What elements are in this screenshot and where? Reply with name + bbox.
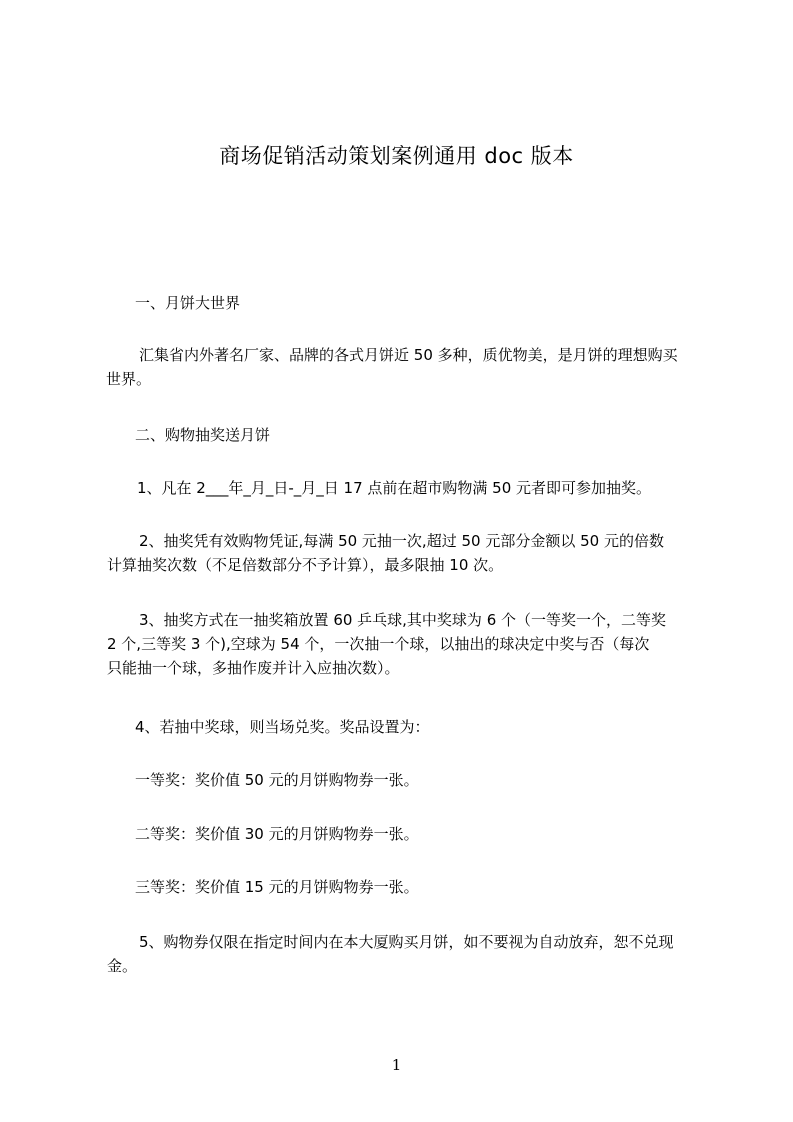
paragraph-line: 金。	[107, 957, 138, 975]
paragraph-mooncake-world	[107, 343, 710, 391]
paragraph-line: 二、购物抽奖送月饼	[135, 426, 271, 444]
paragraph-line: 一等奖：奖价值 50 元的月饼购物券一张。	[135, 771, 419, 789]
paragraph-line: 3、抽奖方式在一抽奖箱放置 60 乒乓球,其中奖球为 6 个（一等奖一个，二等奖	[139, 611, 667, 629]
paragraph-line: 一、月饼大世界	[135, 294, 241, 312]
prize-third	[107, 875, 738, 899]
rule-item-5	[107, 930, 710, 978]
document-title: 商场促销活动策划案例通用 doc 版本	[219, 144, 574, 168]
page-number: 1	[391, 1056, 402, 1074]
rule-item-1	[107, 476, 740, 500]
prize-second	[107, 822, 738, 846]
paragraph-line: 2 个,三等奖 3 个),空球为 54 个，一次抽一个球，以抽出的球决定中奖与否（每次	[107, 635, 650, 653]
paragraph-line: 4、若抽中奖球，则当场兑奖。奖品设置为：	[135, 718, 430, 736]
rule-item-3	[107, 608, 710, 680]
paragraph-line: 2、抽奖凭有效购物凭证,每满 50 元抽一次,超过 50 元部分金额以 50 元的倍数	[139, 532, 664, 550]
paragraph-line: 世界。	[106, 370, 152, 388]
paragraph-line: 计算抽奖次数（不足倍数部分不予计算），最多限抽 10 次。	[107, 556, 504, 574]
paragraph-line: 1、凡在 2___年_月_日-_月_日 17 点前在超市购物满 50 元者即可参加抽奖。	[137, 479, 652, 497]
paragraph-line: 5、购物券仅限在指定时间内在本大厦购买月饼，如不要视为自动放弃，恕不兑现	[139, 933, 674, 951]
rule-item-2	[107, 529, 710, 577]
prize-first	[107, 768, 738, 792]
section-heading-1	[107, 291, 738, 315]
rule-item-4	[107, 715, 738, 739]
paragraph-line: 二等奖：奖价值 30 元的月饼购物券一张。	[135, 825, 419, 843]
section-heading-2	[107, 423, 738, 447]
paragraph-line: 只能抽一个球，多抽作废并计入应抽次数）。	[107, 659, 400, 677]
paragraph-line: 汇集省内外著名厂家、品牌的各式月饼近 50 多种，质优物美，是月饼的理想购买	[139, 346, 678, 364]
paragraph-line: 三等奖：奖价值 15 元的月饼购物券一张。	[135, 878, 419, 896]
